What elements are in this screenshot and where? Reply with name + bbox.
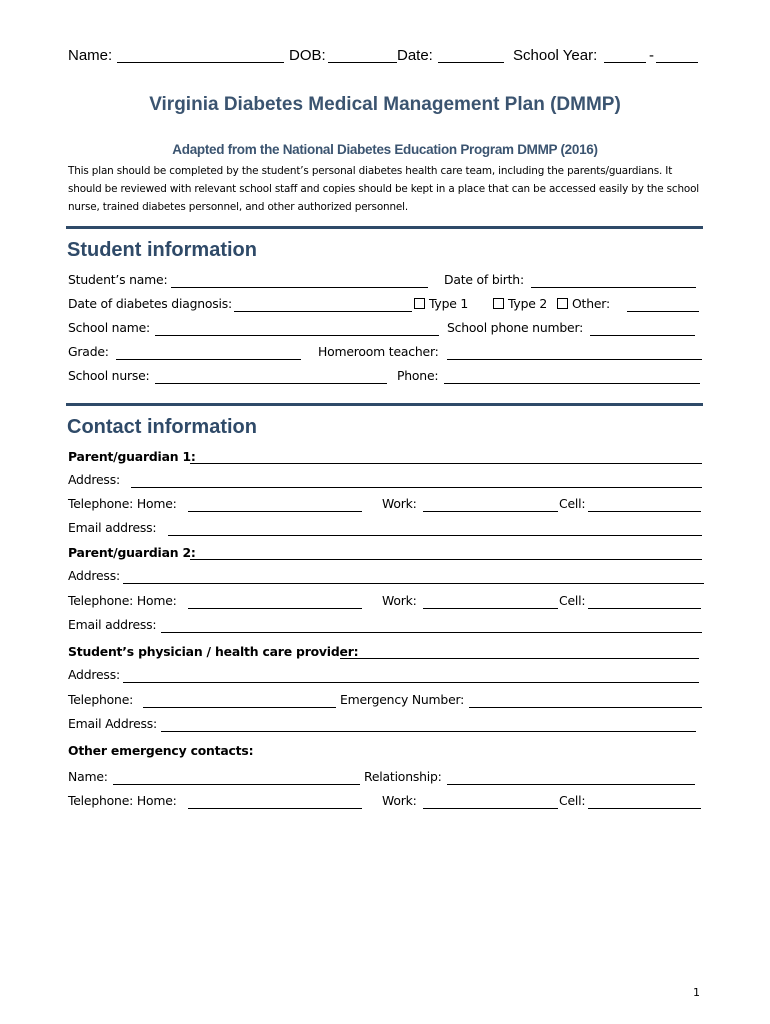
parent2-home-phone-label: Telephone: Home: xyxy=(68,593,177,608)
nurse-phone-field[interactable] xyxy=(444,383,700,384)
physician-label: Student’s physician / health care provider: xyxy=(68,644,359,659)
school-year-start-field[interactable] xyxy=(604,62,646,63)
parent2-cell-label: Cell: xyxy=(559,593,586,608)
school-phone-label: School phone number: xyxy=(447,320,584,335)
emergency-number-field[interactable] xyxy=(469,707,702,708)
other-contact-name-field[interactable] xyxy=(113,784,360,785)
grade-field[interactable] xyxy=(116,359,301,360)
school-name-field[interactable] xyxy=(155,335,439,336)
other-cell-label: Cell: xyxy=(559,793,586,808)
document-title: Virginia Diabetes Medical Management Plan (DMMP) xyxy=(149,94,621,115)
parent1-email-field[interactable] xyxy=(168,535,702,536)
dob-field[interactable] xyxy=(328,62,397,63)
document-subtitle: Adapted from the National Diabetes Education Program DMMP (2016) xyxy=(172,142,598,157)
school-nurse-field[interactable] xyxy=(155,383,387,384)
other-home-phone-label: Telephone: Home: xyxy=(68,793,177,808)
parent1-home-phone-label: Telephone: Home: xyxy=(68,496,177,511)
parent2-email-field[interactable] xyxy=(161,632,702,633)
parent2-work-label: Work: xyxy=(382,593,417,608)
other-contacts-label: Other emergency contacts: xyxy=(68,743,254,758)
dob-label: DOB: xyxy=(289,47,326,64)
students-name-field[interactable] xyxy=(171,287,428,288)
date-of-birth-label: Date of birth: xyxy=(444,272,524,287)
parent2-address-label: Address: xyxy=(68,568,120,583)
parent1-address-field[interactable] xyxy=(131,487,702,488)
page-number: 1 xyxy=(693,986,700,999)
nurse-phone-label: Phone: xyxy=(397,368,439,383)
other-label: Other: xyxy=(572,296,610,311)
other-work-field[interactable] xyxy=(423,808,558,809)
emergency-number-label: Emergency Number: xyxy=(340,692,465,707)
parent1-work-field[interactable] xyxy=(423,511,558,512)
parent2-work-field[interactable] xyxy=(423,608,558,609)
physician-field[interactable] xyxy=(340,658,699,659)
school-year-label: School Year: xyxy=(513,47,598,64)
type1-label: Type 1 xyxy=(429,296,469,311)
physician-address-label: Address: xyxy=(68,667,120,682)
homeroom-teacher-field[interactable] xyxy=(447,359,702,360)
physician-address-field[interactable] xyxy=(123,682,699,683)
school-phone-field[interactable] xyxy=(590,335,695,336)
parent1-cell-label: Cell: xyxy=(559,496,586,511)
parent1-label: Parent/guardian 1: xyxy=(68,449,196,464)
parent2-field[interactable] xyxy=(190,559,702,560)
school-name-label: School name: xyxy=(68,320,150,335)
relationship-label: Relationship: xyxy=(364,769,442,784)
parent2-cell-field[interactable] xyxy=(588,608,701,609)
contact-info-heading: Contact information xyxy=(67,416,257,438)
section-divider xyxy=(66,403,703,406)
students-name-label: Student’s name: xyxy=(68,272,168,287)
other-type-field[interactable] xyxy=(627,311,699,312)
diagnosis-date-field[interactable] xyxy=(234,311,412,312)
other-cell-field[interactable] xyxy=(588,808,701,809)
other-work-label: Work: xyxy=(382,793,417,808)
type2-checkbox[interactable] xyxy=(493,298,504,309)
name-label: Name: xyxy=(68,47,113,64)
date-field[interactable] xyxy=(438,62,504,63)
physician-email-field[interactable] xyxy=(161,731,696,732)
diagnosis-date-label: Date of diabetes diagnosis: xyxy=(68,296,233,311)
parent1-home-phone-field[interactable] xyxy=(188,511,362,512)
parent1-cell-field[interactable] xyxy=(588,511,701,512)
student-info-heading: Student information xyxy=(67,239,257,261)
parent2-home-phone-field[interactable] xyxy=(188,608,362,609)
homeroom-teacher-label: Homeroom teacher: xyxy=(318,344,439,359)
parent2-address-field[interactable] xyxy=(123,583,704,584)
type1-checkbox[interactable] xyxy=(414,298,425,309)
relationship-field[interactable] xyxy=(447,784,695,785)
other-checkbox[interactable] xyxy=(557,298,568,309)
parent1-field[interactable] xyxy=(190,463,702,464)
parent1-work-label: Work: xyxy=(382,496,417,511)
name-field[interactable] xyxy=(117,62,284,63)
intro-paragraph: This plan should be completed by the student’s personal diabetes health care team, including the parents/guardians. It should be reviewed with relevant school staff and copies should be kept in a place that can be accessed easily by the school nurse, trained diabetes personnel, and other authorized personnel. xyxy=(68,165,700,213)
physician-phone-field[interactable] xyxy=(143,707,336,708)
type2-label: Type 2 xyxy=(508,296,548,311)
date-label: Date: xyxy=(397,47,433,64)
school-year-separator: - xyxy=(649,47,654,64)
parent2-email-label: Email address: xyxy=(68,617,157,632)
school-nurse-label: School nurse: xyxy=(68,368,150,383)
parent2-label: Parent/guardian 2: xyxy=(68,545,196,560)
physician-phone-label: Telephone: xyxy=(68,692,134,707)
parent1-address-label: Address: xyxy=(68,472,120,487)
date-of-birth-field[interactable] xyxy=(531,287,696,288)
section-divider xyxy=(66,226,703,229)
physician-email-label: Email Address: xyxy=(68,716,158,731)
other-home-phone-field[interactable] xyxy=(188,808,362,809)
other-contact-name-label: Name: xyxy=(68,769,108,784)
school-year-end-field[interactable] xyxy=(656,62,698,63)
parent1-email-label: Email address: xyxy=(68,520,157,535)
grade-label: Grade: xyxy=(68,344,109,359)
